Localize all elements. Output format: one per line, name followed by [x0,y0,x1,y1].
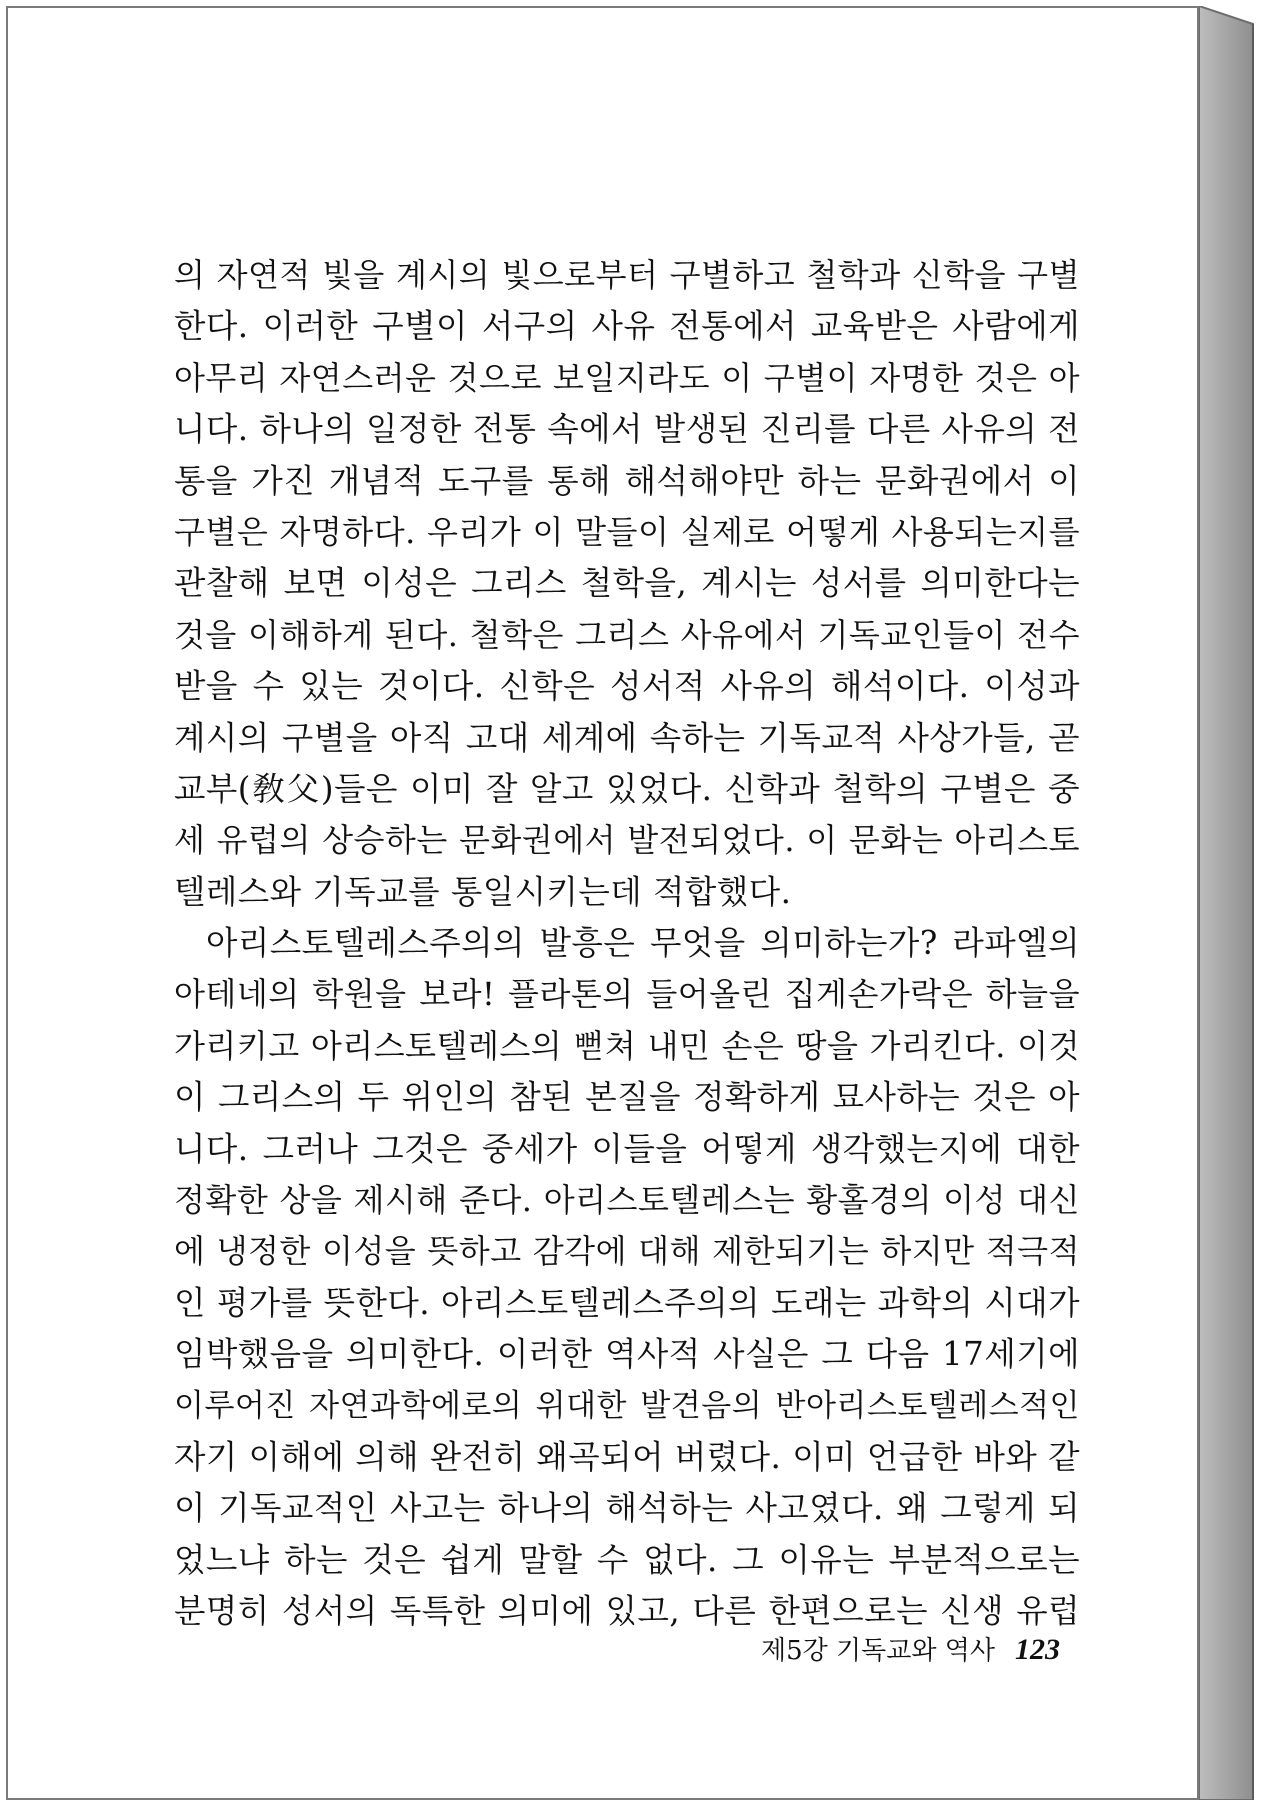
body-line: 인 평가를 뜻한다. 아리스토텔레스주의의 도래는 과학의 시대가 [174,1283,1080,1322]
page-number: 123 [1015,1633,1060,1666]
body-line: 니다. 하나의 일정한 전통 속에서 발생된 진리를 다른 사유의 전 [174,410,1080,449]
body-line: 계시의 구별을 아직 고대 세계에 속하는 기독교적 사상가들, 곧 [174,718,1080,757]
body-line: 니다. 그러나 그것은 중세가 이들을 어떻게 생각했는지에 대한 [174,1129,1080,1168]
body-line: 통을 가진 개념적 도구를 통해 해석해야만 하는 문화권에서 이 [174,461,1080,500]
body-line: 것을 이해하게 된다. 철학은 그리스 사유에서 기독교인들이 전수 [174,615,1080,654]
body-line: 의 자연적 빛을 계시의 빛으로부터 구별하고 철학과 신학을 구별 [174,256,1080,294]
body-line: 정확한 상을 제시해 준다. 아리스토텔레스는 황홀경의 이성 대신 [174,1181,1080,1220]
body-line: 자기 이해에 의해 완전히 왜곡되어 버렸다. 이미 언급한 바와 같 [174,1437,1080,1476]
body-line: 교부(敎父)들은 이미 잘 알고 있었다. 신학과 철학의 구별은 중 [174,769,1080,808]
paragraph-start-line: 아리스토텔레스주의의 발흥은 무엇을 의미하는가? 라파엘의 [206,924,1080,963]
body-line: 구별은 자명하다. 우리가 이 말들이 실제로 어떻게 사용되는지를 [174,512,1080,551]
page-footer [700,1630,1060,1674]
body-line: 이 그리스의 두 위인의 참된 본질을 정확하게 묘사하는 것은 아 [174,1078,1080,1117]
body-line: 아무리 자연스러운 것으로 보일지라도 이 구별이 자명한 것은 아 [174,358,1080,397]
body-line: 이 기독교적인 사고는 하나의 해석하는 사고였다. 왜 그렇게 되 [174,1489,1080,1528]
body-text [174,250,1080,1638]
body-line: 아테네의 학원을 보라! 플라톤의 들어올린 집게손가락은 하늘을 [174,975,1080,1014]
body-line: 받을 수 있는 것이다. 신학은 성서적 사유의 해석이다. 이성과 [174,667,1080,706]
body-line: 임박했음을 의미한다. 이러한 역사적 사실은 그 다음 17세기에 [174,1335,1080,1374]
body-line: 분명히 성서의 독특한 의미에 있고, 다른 한편으로는 신생 유럽 [174,1592,1080,1631]
body-line: 세 유럽의 상승하는 문화권에서 발전되었다. 이 문화는 아리스토 [174,821,1080,860]
running-footer-chapter: 제5강 기독교와 역사 [761,1636,995,1666]
body-line: 에 냉정한 이성을 뜻하고 감각에 대해 제한되기는 하지만 적극적 [174,1232,1080,1271]
paragraph-end-line: 텔레스와 기독교를 통일시키는데 적합했다. [174,872,792,911]
body-line: 가리키고 아리스토텔레스의 뻗쳐 내민 손은 땅을 가리킨다. 이것 [174,1026,1080,1065]
book-page-edge [1199,6,1259,1800]
body-line: 관찰해 보면 이성은 그리스 철학을, 계시는 성서를 의미한다는 [174,564,1080,603]
body-line: 이루어진 자연과학에로의 위대한 발견음의 반아리스토텔레스적인 [174,1387,1080,1424]
book-edge-graphic [1199,6,1259,1800]
body-line: 었느냐 하는 것은 쉽게 말할 수 없다. 그 이유는 부분적으로는 [174,1540,1080,1579]
body-line: 한다. 이러한 구별이 서구의 사유 전통에서 교육받은 사람에게 [174,307,1080,346]
